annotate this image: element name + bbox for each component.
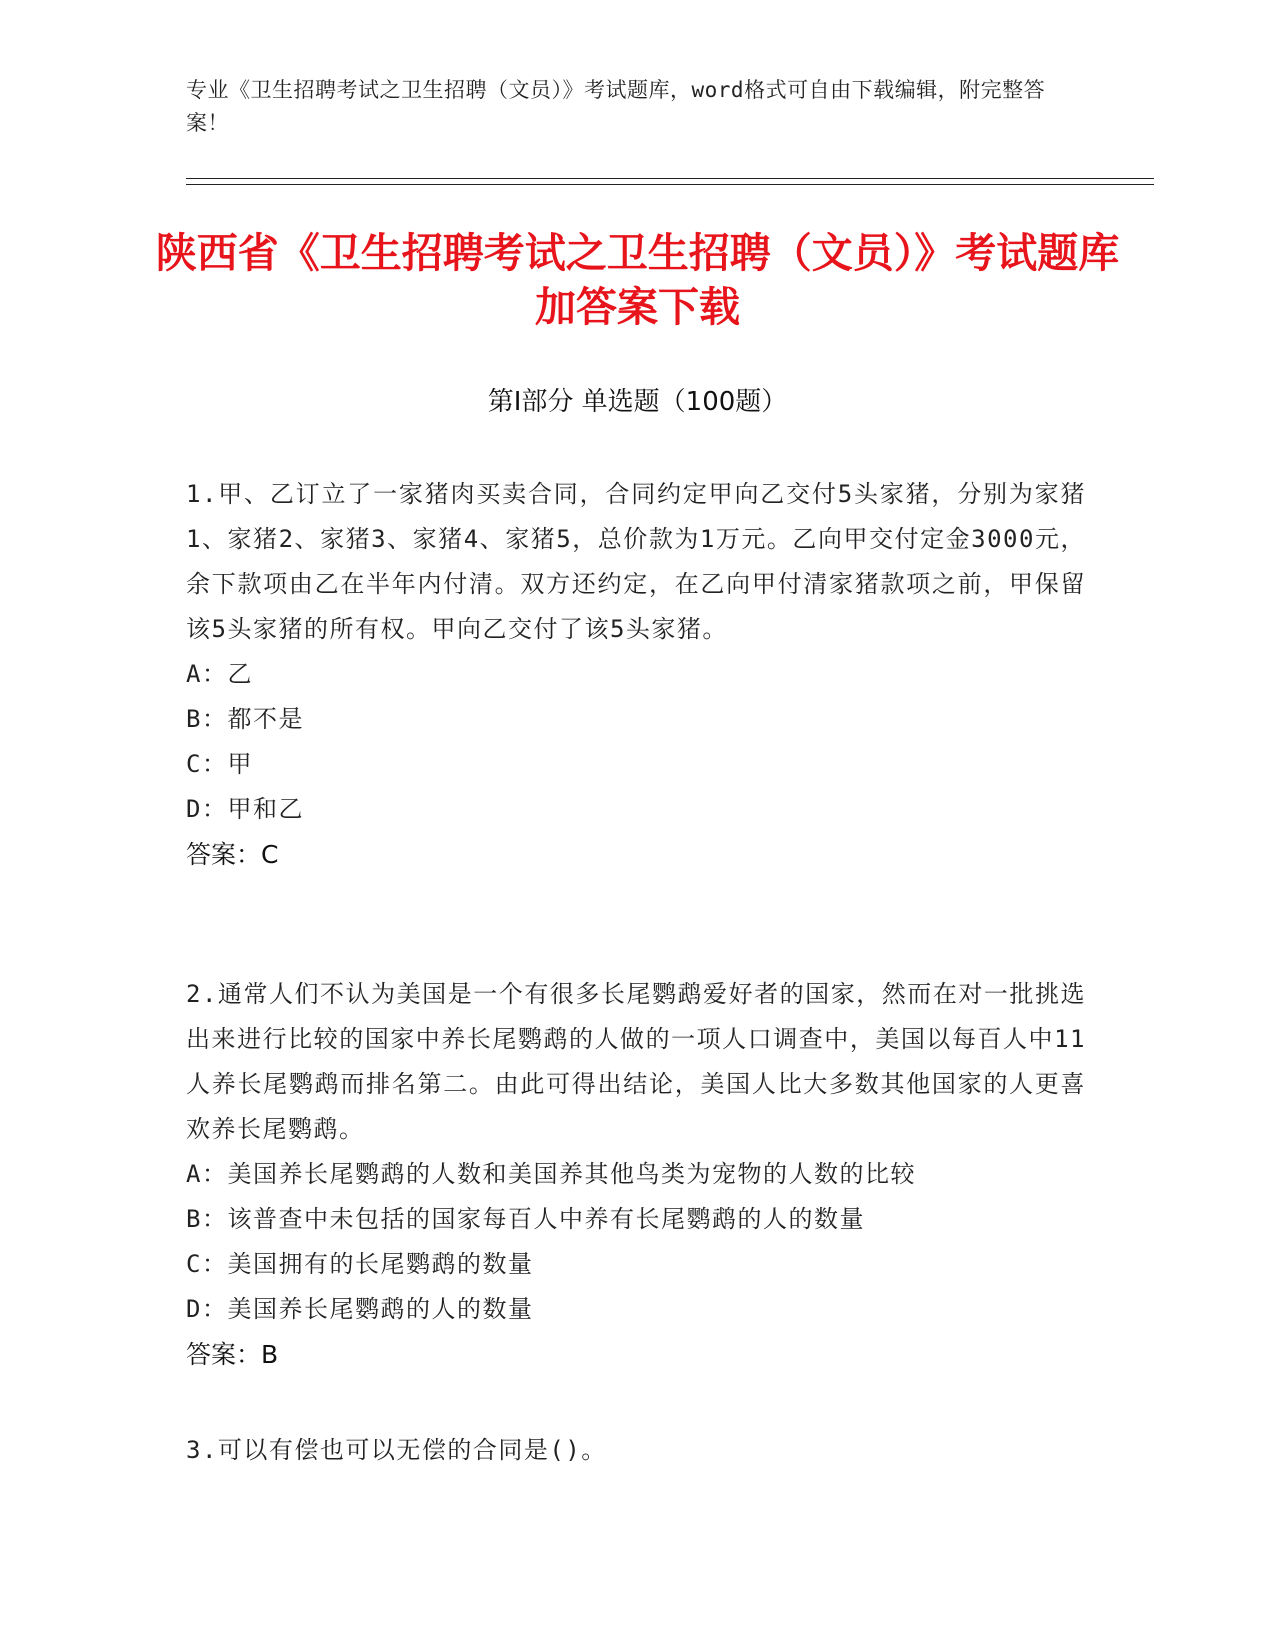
header-divider-top (186, 178, 1154, 179)
section-heading: 第Ⅰ部分 单选题（100题） (487, 387, 788, 417)
option-d: D：甲和乙 (186, 795, 304, 823)
option-d: D：美国养长尾鹦鹉的人的数量 (186, 1295, 534, 1323)
option-a: A：美国养长尾鹦鹉的人数和美国养其他鸟类为宠物的人数的比较 (186, 1160, 916, 1188)
option-b: B：该普查中未包括的国家每百人中养有长尾鹦鹉的人的数量 (186, 1205, 865, 1233)
question-stem: 2.通常人们不认为美国是一个有很多长尾鹦鹉爱好者的国家，然而在对一批挑选出来进行比较的国家中养长尾鹦鹉的人做的一项人口调查中，美国以每百人中11人养长尾鹦鹉而排名第二。由此可得出结论，美国人比大多数其他国家的人更喜欢养长尾鹦鹉。 (186, 980, 1086, 1143)
option-a: A：乙 (186, 660, 253, 688)
question-3 (186, 1428, 1086, 1473)
option-c: C：美国拥有的长尾鹦鹉的数量 (186, 1250, 534, 1278)
question-stem: 1.甲、乙订立了一家猪肉买卖合同，合同约定甲向乙交付5头家猪，分别为家猪1、家猪2、家猪3、家猪4、家猪5，总价款为1万元。乙向甲交付定金3000元，余下款项由乙在半年内付清。双方还约定，在乙向甲付清家猪款项之前，甲保留该5头家猪的所有权。甲向乙交付了该5头家猪。 (186, 480, 1086, 643)
option-b: B：都不是 (186, 705, 304, 733)
answer: 答案：B (186, 1340, 279, 1369)
header-note: 专业《卫生招聘考试之卫生招聘（文员）》考试题库，word格式可自由下载编辑，附完整答案！ (186, 78, 1046, 135)
option-c: C：甲 (186, 750, 253, 778)
question-2 (186, 972, 1086, 1377)
question-1 (186, 472, 1086, 877)
header-divider-bottom (186, 184, 1154, 185)
document-title: 陕西省《卫生招聘考试之卫生招聘（文员）》考试题库加答案下载 (155, 229, 1120, 331)
answer: 答案：C (186, 840, 279, 869)
question-stem: 3.可以有偿也可以无偿的合同是()。 (186, 1436, 607, 1464)
